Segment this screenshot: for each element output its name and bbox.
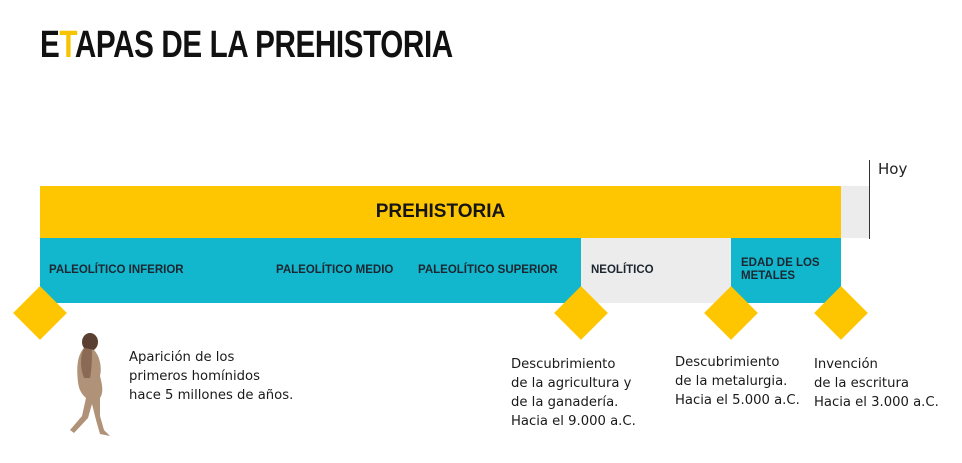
period-paleolitico-inferior: PALEOLÍTICO INFERIOR	[49, 264, 184, 276]
today-label: Hoy	[878, 160, 908, 178]
hominid-figure-icon	[62, 332, 118, 438]
period-paleolitico-medio: PALEOLÍTICO MEDIO	[276, 264, 394, 276]
milestone-text-writing: Invención de la escritura Hacia el 3.000 a.C.	[814, 357, 939, 410]
metales-segment	[731, 238, 841, 303]
milestone-text-metallurgy: Descubrimiento de la metalurgia. Hacia el 5.000 a.C.	[675, 355, 800, 408]
paleolitico-segment	[40, 238, 581, 303]
period-paleolitico-superior: PALEOLÍTICO SUPERIOR	[418, 264, 558, 276]
title-first-letter: E	[40, 24, 60, 66]
period-neolitico: NEOLÍTICO	[591, 264, 654, 276]
neolitico-segment	[581, 238, 731, 303]
prehistoria-bar	[40, 186, 841, 238]
milestone-text-hominids: Aparición de los primeros homínidos hace 5 millones de años.	[129, 350, 294, 403]
page-title	[40, 24, 453, 66]
prehistoria-label: PREHISTORIA	[375, 201, 506, 222]
title-rest: APAS DE LA PREHISTORIA	[74, 24, 453, 66]
title-accent-letter: T	[59, 24, 75, 66]
milestone-text-agriculture: Descubrimiento de la agricultura y de la ganadería. Hacia el 9.000 a.C.	[511, 357, 636, 429]
today-marker-line	[869, 160, 870, 239]
period-edad-metales: EDAD DE LOS METALES	[741, 257, 820, 282]
history-gap-bar	[841, 186, 869, 238]
